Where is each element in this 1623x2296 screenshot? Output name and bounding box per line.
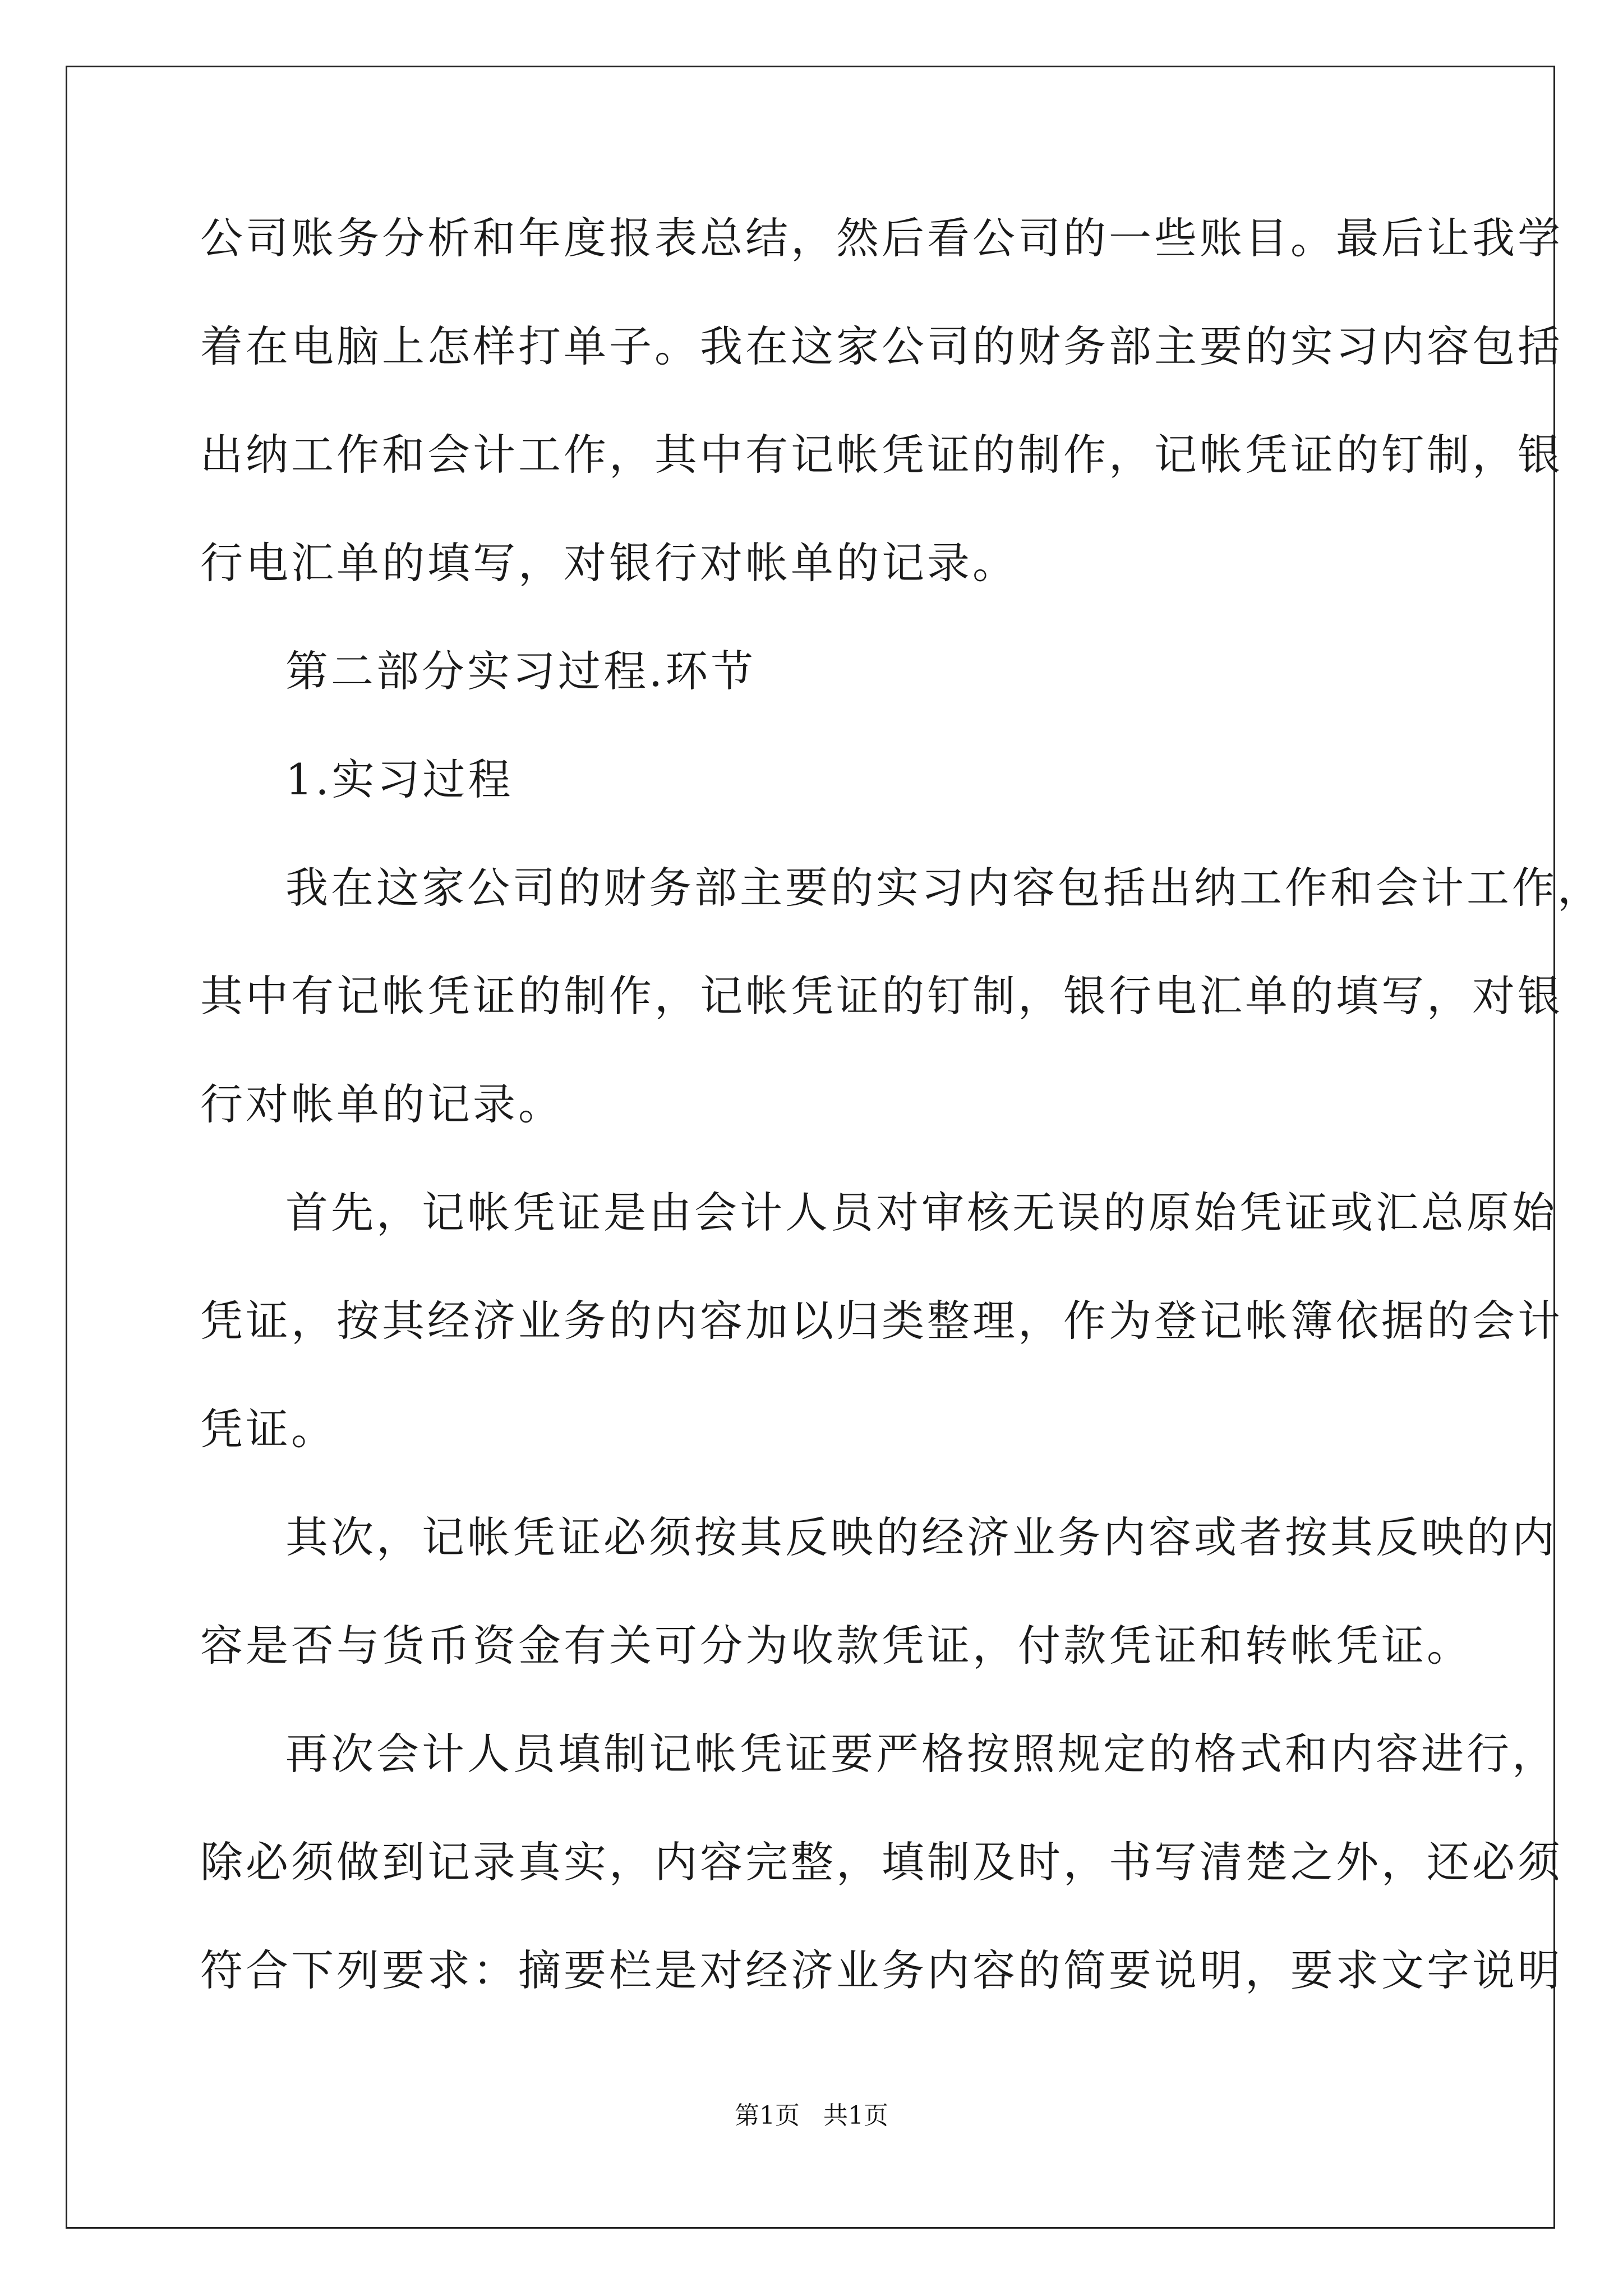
page-border: [66, 66, 1555, 2229]
text-line: 容是否与货币资金有关可分为收款凭证，付款凭证和转帐凭证。: [200, 1621, 1472, 1671]
text-line: 公司账务分析和年度报表总结，然后看公司的一些账目。最后让我学: [200, 213, 1563, 263]
text-line: 凭证，按其经济业务的内容加以归类整理，作为登记帐簿依据的会计: [200, 1296, 1563, 1346]
text-line: 行对帐单的记录。: [200, 1079, 564, 1129]
text-line: 凭证。: [200, 1404, 336, 1454]
text-line: 除必须做到记录真实，内容完整，填制及时，书写清楚之外，还必须: [200, 1837, 1563, 1887]
text-line: 行电汇单的填写，对银行对帐单的记录。: [200, 538, 1018, 588]
page-total: 共1页: [823, 2101, 888, 2130]
page-number: 第1页: [735, 2101, 800, 2130]
subsection-heading: 1.实习过程: [285, 754, 514, 804]
text-line: 着在电脑上怎样打单子。我在这家公司的财务部主要的实习内容包括: [200, 321, 1563, 371]
text-line: 再次会计人员填制记帐凭证要严格按照规定的格式和内容进行，: [285, 1729, 1557, 1779]
section-heading: 第二部分实习过程.环节: [285, 646, 757, 696]
text-line: 首先，记帐凭证是由会计人员对审核无误的原始凭证或汇总原始: [285, 1188, 1557, 1237]
text-line: 其中有记帐凭证的制作，记帐凭证的钉制，银行电汇单的填写，对银: [200, 971, 1563, 1021]
page-footer: [0, 2099, 1623, 2133]
text-line: 符合下列要求：摘要栏是对经济业务内容的简要说明，要求文字说明: [200, 1945, 1563, 1995]
text-line: 我在这家公司的财务部主要的实习内容包括出纳工作和会计工作，: [285, 863, 1603, 913]
text-line: 出纳工作和会计工作，其中有记帐凭证的制作，记帐凭证的钉制，银: [200, 430, 1563, 480]
text-line: 其次，记帐凭证必须按其反映的经济业务内容或者按其反映的内: [285, 1512, 1557, 1562]
